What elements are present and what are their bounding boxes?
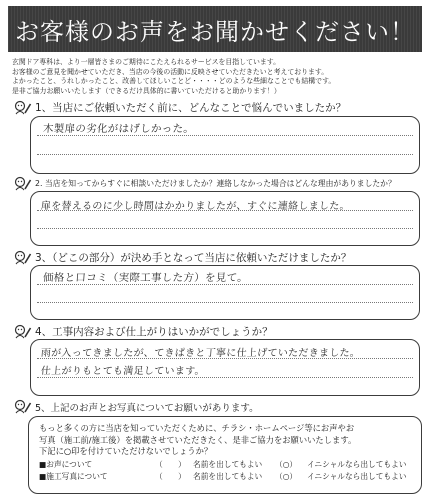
question-label: 3、（どこの部分）が決め手となって当店に依頼いただけましたか？ — [35, 252, 352, 264]
option-mark-circled[interactable]: （○） — [275, 472, 298, 482]
person-pencil-icon — [14, 100, 32, 115]
person-pencil-icon — [14, 176, 32, 191]
consent-option-voice — [39, 459, 411, 471]
option-choice: イニシャルなら出してもよい — [307, 459, 407, 469]
intro-line: よかったこと、うれしかったこと、改善してほしいことど・・・・どのような些細なことでも結構です。 — [12, 77, 336, 86]
option-mark-blank[interactable]: （ ） — [155, 459, 186, 469]
person-pencil-icon — [14, 250, 32, 265]
option-choice: 名前を出してもよい — [193, 472, 263, 482]
option-mark-blank[interactable]: （ ） — [155, 472, 186, 482]
answer-text: 雨が入ってきましたが、てきぱきと丁寧に仕上げていただきました。 — [40, 348, 361, 359]
question-label: 1、当店にご依頼いただく前に、どんなことで悩んでいましたか？ — [35, 102, 347, 114]
answer-text: 木製扉の劣化がはげしかった。 — [42, 123, 195, 135]
option-mark-circled[interactable]: （○） — [275, 459, 298, 469]
answer-text: 仕上がりもとても満足しています。 — [40, 366, 206, 377]
question-label: 2. 当店を知ってからすぐに相談いただけましたか？連絡しなかった場合はどんな理由がありましたか？ — [35, 179, 396, 188]
answer-text: 扉を替えるのに少し時間はかかりましたが、すぐに連絡しました。 — [40, 201, 351, 212]
question-4 — [14, 324, 273, 339]
option-choice: 名前を出してもよい — [193, 459, 263, 469]
answer-box-1 — [30, 116, 420, 174]
intro-line: 是非ご協力お願いいたします（できるだけ具体的に書いていただけると助かります！） — [12, 86, 281, 95]
question-3 — [14, 250, 351, 265]
intro-line: 玄関ドア専科は、より一層皆さまのご期待にこたえられるサービスを目指しています。 — [12, 58, 280, 66]
question-label: 5、上記のお声とお写真についてお願いがあります。 — [35, 402, 259, 414]
question-label: 4、工事内容および仕上がりはいかがでしょうか？ — [35, 326, 273, 338]
answer-box-2 — [30, 191, 420, 246]
option-choice: イニシャルなら出してもよい — [307, 472, 407, 482]
intro-line: お客様のご意見を聞かせていただき、当店の今後の活動に反映させていただきたいと考えております。 — [12, 67, 329, 76]
answer-text: 価格と口コミ（実際工事した方）を見て。 — [42, 272, 249, 284]
answer-box-3 — [30, 265, 420, 320]
intro-text — [12, 58, 422, 96]
request-line: 下記に○印を付けていただけないでしょうか？ — [39, 446, 213, 457]
consent-request-box — [28, 416, 422, 494]
option-label: ■お声について — [39, 459, 93, 469]
answer-box-4 — [30, 339, 420, 396]
person-pencil-icon — [14, 324, 32, 339]
request-line: 写真（施工前/施工後）を掲載させていただきたく、是非ご協力をお願いいたします。 — [39, 434, 357, 445]
question-5 — [14, 399, 259, 414]
question-2 — [14, 176, 396, 191]
person-pencil-icon — [14, 399, 32, 414]
consent-option-photo — [39, 471, 411, 483]
request-line: もっと多くの方に当店を知っていただくために、チラシ・ホームページ等にお声やお — [39, 423, 355, 433]
page-banner: お客様のお声をお聞かせください！ — [8, 6, 422, 52]
option-label: ■施工写真について — [39, 472, 108, 482]
question-1 — [14, 100, 346, 115]
